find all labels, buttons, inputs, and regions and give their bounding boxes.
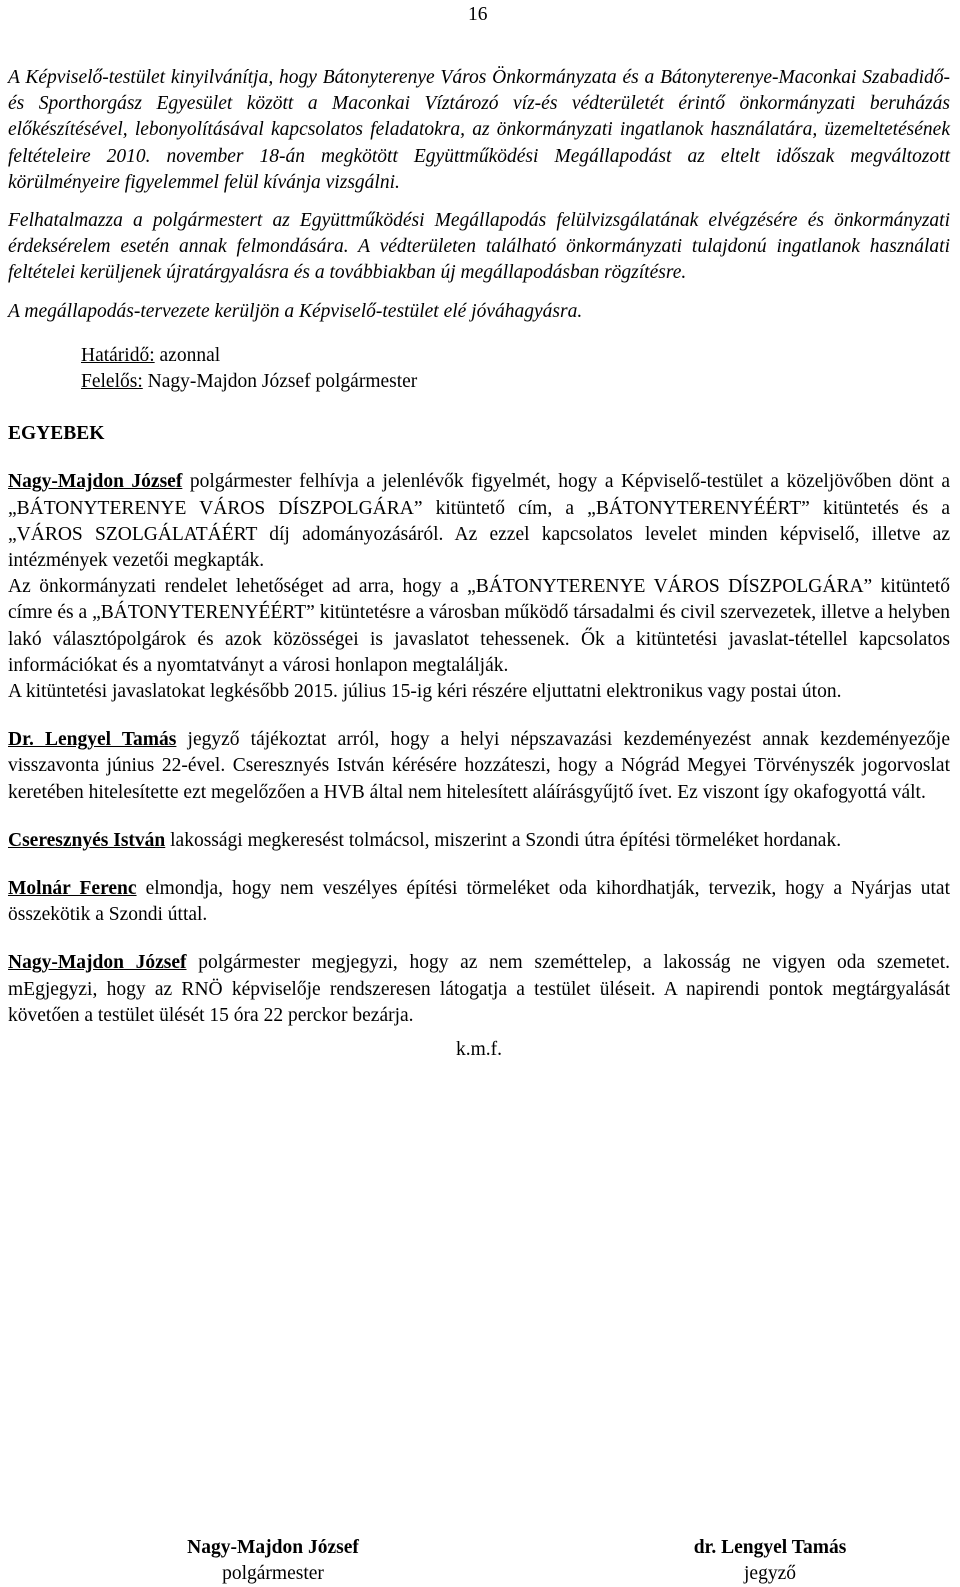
item-paragraph [8,727,950,806]
resolution-paragraph-1: A Képviselő-testület kinyilvánítja, hogy Bátonyterenye Város Önkormányzata és a Bátonyterenye-Maconkai Szabadidő- és Sporthorgász Egyesület között a Maconkai Víztározó víz-és védterületét érintő önkormányzati beruházás előkészítésével, lebonyolításával kapcsolatos feladatokra, az önkormányzati ingatlanok használatára, üzemeltetésének feltételeire 2010. november 18-án megkötött Együttműködési Megállapodást az eltelt időszak megváltozott körülményeire figyelemmel felül kívánja vizsgálni. [8,67,950,193]
deadline-label: Határidő: [81,344,155,366]
item-text: polgármester megjegyzi, hogy az nem szeméttelep, a lakosság ne vigyen oda szemetet. mEgjegyzi, hogy az RNÖ képviselője rendszeresen látogatja a testület üléseit. A napirendi pontok megtárgyalását követően a testület ülését 15 óra 22 perckor bezárja. [8,952,950,1026]
item-text: jegyző tájékoztat arról, hogy a helyi népszavazási kezdeményezést annak kezdeményezője visszavonta június 22-ével. Cseresznyés István kérésére hozzáteszi, hogy a Nógrád Megyei Törvényszék jogorvoslat keretében hitelesítette ezt megelőzően a HVB által nem hitelesített aláírásgyűjtő ívet. Ez viszont így okafogyottá vált. [8,729,950,803]
resolution-paragraph-2: Felhatalmazza a polgármestert az Együttműködési Megállapodás felülvizsgálatának elvégzésére és önkormányzati érdeksérelem esetén annak felmondására. A védterületen található önkormányzati tulajdonú ingatlanok használati feltételei kerüljenek újratárgyalásra és a továbbiakban új megállapodásban rögzítésre. [8,210,950,284]
responsible-line [8,369,950,395]
document-body [8,65,950,1063]
deadline-value: azonnal [154,344,221,366]
item-paragraph [8,950,950,1029]
speaker-name: Molnár Ferenc [8,878,137,900]
item-paragraph [8,828,950,854]
signature-name: Nagy-Majdon József [187,1537,359,1558]
item-text: elmondja, hogy nem veszélyes építési törmeléket oda kihordhatják, tervezik, hogy a Nyárjas utat összekötik a Szondi úttal. [8,878,950,926]
item-paragraph [8,876,950,928]
item-paragraph [8,469,950,574]
speaker-name: Nagy-Majdon József [8,952,187,974]
section-heading-egyebek: EGYEBEK [8,423,105,445]
speaker-name: Cseresznyés István [8,829,166,851]
item-text: polgármester felhívja a jelenlévők figyelmét, hogy a Képviselő-testület a közeljövőben dönt a „BÁTONYTERENYE VÁROS DÍSZPOLGÁRA” kitüntető cím, a „BÁTONYTERENYÉÉRT” kitüntetés és a „VÁROS SZOLGÁLATÁÉRT díj adományozásáról. Az ezzel kapcsolatos levelet minden képviselő, illetve az intézmények vezetői megkapták. [8,471,951,572]
responsible-label: Felelős: [81,371,143,393]
responsible-value: Nagy-Majdon József polgármester [142,371,418,393]
deadline-line [8,343,950,369]
page-number: 16 [468,4,488,25]
item-paragraph-continued: Az önkormányzati rendelet lehetőséget ad arra, hogy a „BÁTONYTERENYE VÁROS DÍSZPOLGÁRA” kitüntető címre és a „BÁTONYTERENYÉÉRT” kitüntetésre a városban működő társadalmi és civil szervezetek, illetve a helyben lakó választópolgárok és azok közösségei is javaslatot tehessenek. Ők a kitüntetési javaslat-tétellel kapcsolatos információkat és a nyomtatványt a városi honlapon megtalálják. [8,576,950,676]
speaker-name: Nagy-Majdon József [8,471,183,493]
signature-notary [645,1535,895,1587]
resolution-paragraph-3: A megállapodás-tervezete kerüljön a Képviselő-testület elé jóváhagyásra. [8,300,583,322]
signature-name: dr. Lengyel Tamás [693,1537,847,1558]
kmf-label: k.m.f. [455,1039,503,1061]
item-paragraph-continued: A kitüntetési javaslatokat legkésőbb 2015. július 15-ig kéri részére eljuttatni elektronikus vagy postai úton. [8,681,842,703]
speaker-name: Dr. Lengyel Tamás [8,729,177,751]
signature-mayor [148,1535,398,1587]
item-text: lakossági megkeresést tolmácsol, miszerint a Szondi útra építési törmeléket hordanak. [165,829,842,851]
signature-role: jegyző [744,1563,796,1584]
signature-role: polgármester [222,1563,324,1584]
signature-block [0,1535,960,1583]
